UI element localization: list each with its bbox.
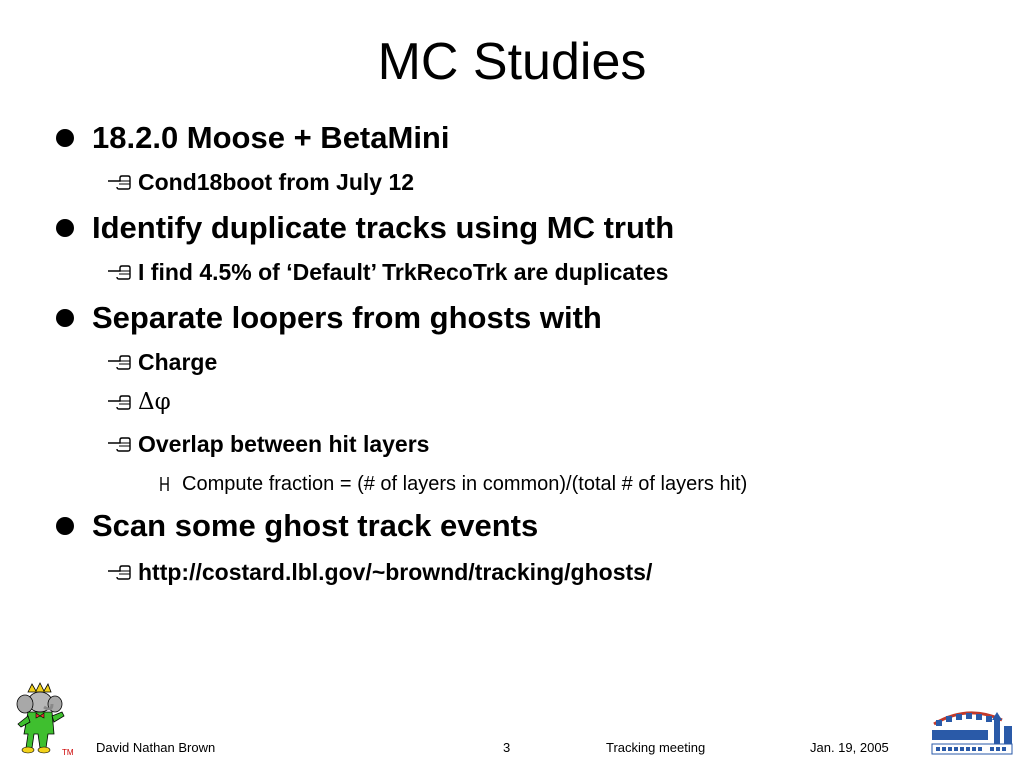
bullet-item: [56, 118, 449, 158]
sub-bullet-item: [106, 428, 429, 460]
sub-bullet-text: I find 4.5% of ‘Default’ TrkRecoTrk are duplicates: [138, 258, 669, 285]
pointing-hand-icon: [106, 352, 132, 372]
pointing-hand-icon: [106, 262, 132, 282]
bullet-text: Identify duplicate tracks using MC truth: [92, 210, 675, 245]
sub-sub-bullet-text: Compute fraction = (# of layers in common)/(total # of layers hit): [182, 472, 748, 495]
footer-meeting: Tracking meeting: [606, 740, 706, 755]
filled-circle-icon: [56, 129, 74, 147]
babar-elephant-icon: [8, 682, 70, 762]
pointing-hand-icon: [106, 172, 132, 192]
filled-circle-icon: [56, 517, 74, 535]
sub-bullet-item: [106, 166, 414, 198]
bullet-item: [56, 506, 538, 546]
sub-bullet-item: [106, 346, 217, 378]
sub-bullet-text: Charge: [138, 348, 218, 375]
sub-bullet-text: Overlap between hit layers: [138, 430, 430, 457]
slide-title: MC Studies: [377, 33, 647, 91]
sub-bullet-item: [106, 386, 171, 418]
sub-bullet-item: [106, 256, 668, 288]
pointing-hand-icon: [106, 562, 132, 582]
trademark-mark: TM: [62, 748, 74, 757]
bullet-text: Separate loopers from ghosts with: [92, 300, 602, 335]
footer-page-number: 3: [503, 740, 511, 755]
bullet-text: Scan some ghost track events: [92, 508, 539, 543]
pointing-hand-icon: [106, 434, 132, 454]
pointing-hand-icon: [106, 392, 132, 412]
bullet-text: 18.2.0 Moose + BetaMini: [92, 120, 450, 155]
ghosts-url-link[interactable]: http://costard.lbl.gov/~brownd/tracking/ghosts/: [138, 558, 653, 585]
footer-author: David Nathan Brown: [96, 740, 216, 755]
sub-bullet-text: Cond18boot from July 12: [138, 168, 415, 195]
sub-bullet-text: Δφ: [138, 389, 171, 415]
bullet-item: [56, 208, 674, 248]
bullet-item: [56, 298, 602, 338]
filled-circle-icon: [56, 309, 74, 327]
sub-sub-bullet-item: [156, 470, 747, 498]
sub-bullet-item[interactable]: [106, 556, 652, 588]
footer-date: Jan. 19, 2005: [810, 740, 889, 755]
berkeley-lab-logo-icon: [928, 700, 1016, 758]
dash-marker-icon: [156, 474, 174, 494]
filled-circle-icon: [56, 219, 74, 237]
